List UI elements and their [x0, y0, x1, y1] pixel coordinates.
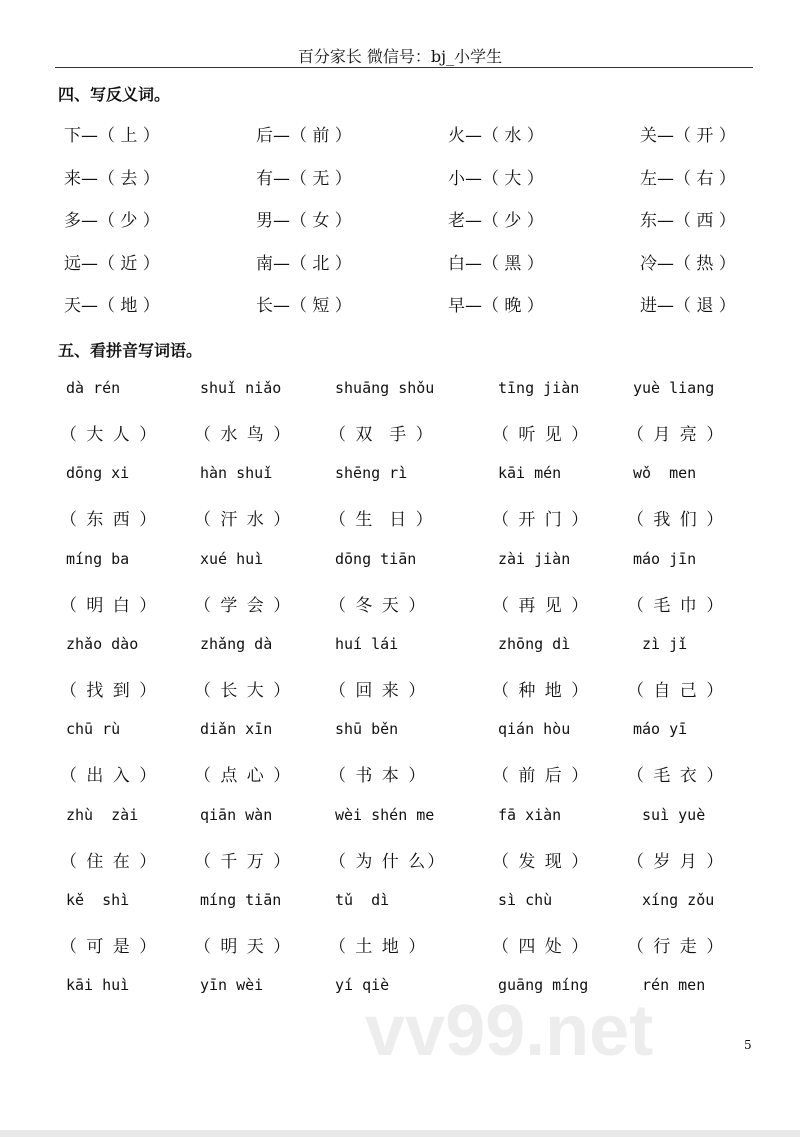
antonym-item: 白—（ 黑 ） — [448, 253, 544, 274]
pinyin-text: zhǎng dà — [200, 634, 273, 653]
pinyin-text: shuāng shǒu — [335, 379, 435, 397]
pinyin-text: qián hòu — [498, 720, 571, 739]
hanzi-answer: （ 点 心 ） — [194, 766, 293, 787]
pinyin-text: zài jiàn — [498, 549, 571, 568]
pinyin-text: fā xiàn — [498, 805, 562, 824]
pinyin-text: suì yuè — [633, 805, 706, 824]
pinyin-text: chū rù — [66, 720, 121, 739]
pinyin-text: dà rén — [66, 379, 121, 397]
pinyin-text: zhōng dì — [498, 634, 571, 653]
hanzi-answer: （ 冬 天 ） — [329, 595, 428, 616]
pinyin-text: diǎn xīn — [200, 720, 273, 739]
pinyin-text: shuǐ niǎo — [200, 379, 282, 397]
hanzi-answer: （ 千 万 ） — [194, 851, 293, 872]
pinyin-text: máo yī — [633, 720, 688, 739]
antonym-item: 进—（ 退 ） — [640, 296, 736, 316]
pinyin-text: míng tiān — [200, 890, 282, 909]
antonym-item: 冷—（ 热 ） — [640, 253, 736, 274]
hanzi-answer: （ 毛 巾 ） — [627, 595, 726, 616]
antonym-item: 火—（ 水 ） — [448, 126, 544, 146]
antonym-item: 老—（ 少 ） — [448, 211, 544, 231]
pinyin-text: rén men — [633, 976, 706, 995]
pinyin-text: tǔ dì — [335, 890, 390, 909]
pinyin-text: qiān wàn — [200, 805, 273, 824]
pinyin-text: wǒ men — [633, 464, 697, 483]
hanzi-answer: （ 岁 月 ） — [627, 851, 726, 872]
pinyin-text: kāi mén — [498, 464, 562, 483]
pinyin-text: kě shì — [66, 890, 130, 909]
pinyin-text: tīng jiàn — [498, 379, 580, 397]
hanzi-answer: （ 出 入 ） — [60, 766, 159, 787]
antonym-item: 后—（ 前 ） — [256, 126, 352, 146]
page-header: 百分家长 微信号：bj_小学生 — [297, 47, 503, 66]
page-number: 5 — [744, 1038, 752, 1052]
antonym-item: 男—（ 女 ） — [256, 211, 352, 231]
antonym-item: 关—（ 开 ） — [640, 126, 736, 146]
antonym-item: 南—（ 北 ） — [256, 253, 352, 274]
antonym-item: 多—（ 少 ） — [64, 211, 160, 231]
pinyin-text: xíng zǒu — [633, 890, 715, 909]
antonym-item: 来—（ 去 ） — [64, 168, 160, 189]
pinyin-text: shēng rì — [335, 464, 408, 483]
hanzi-answer: （ 水 鸟 ） — [194, 425, 293, 445]
pinyin-text: zhǎo dào — [66, 634, 139, 653]
hanzi-answer: （ 生 日 ） — [329, 510, 435, 531]
pinyin-text: zhù zài — [66, 805, 139, 824]
antonym-item: 长—（ 短 ） — [256, 296, 352, 316]
antonym-item: 早—（ 晚 ） — [448, 296, 544, 316]
pinyin-text: guāng míng — [498, 976, 589, 995]
hanzi-answer: （ 汗 水 ） — [194, 510, 293, 531]
hanzi-answer: （ 行 走 ） — [627, 936, 726, 957]
pinyin-text: sì chù — [498, 890, 553, 909]
antonym-item: 远—（ 近 ） — [64, 253, 160, 274]
hanzi-answer: （ 明 天 ） — [194, 936, 293, 957]
hanzi-answer: （ 学 会 ） — [194, 595, 293, 616]
hanzi-answer: （ 为 什 么） — [329, 851, 447, 872]
section-4-title: 四、写反义词。 — [58, 85, 171, 104]
pinyin-text: yuè liang — [633, 379, 715, 397]
pinyin-text: dōng tiān — [335, 549, 417, 568]
hanzi-answer: （ 土 地 ） — [329, 936, 428, 957]
hanzi-answer: （ 东 西 ） — [60, 510, 159, 531]
pinyin-text: yí qiè — [335, 976, 390, 995]
pinyin-text: huí lái — [335, 634, 399, 653]
hanzi-answer: （ 书 本 ） — [329, 766, 428, 787]
hanzi-answer: （ 四 处 ） — [492, 936, 591, 957]
pinyin-text: kāi huì — [66, 976, 130, 995]
hanzi-answer: （ 双 手 ） — [329, 425, 435, 445]
hanzi-answer: （ 回 来 ） — [329, 680, 428, 701]
pinyin-text: dōng xi — [66, 464, 130, 483]
pinyin-text: wèi shén me — [335, 805, 435, 824]
hanzi-answer: （ 大 人 ） — [60, 425, 159, 445]
hanzi-answer: （ 自 己 ） — [627, 680, 726, 701]
antonym-item: 天—（ 地 ） — [64, 296, 160, 316]
hanzi-answer: （ 毛 衣 ） — [627, 766, 726, 787]
pinyin-text: shū běn — [335, 720, 399, 739]
pinyin-text: hàn shuǐ — [200, 464, 273, 483]
pinyin-text: máo jīn — [633, 549, 697, 568]
hanzi-answer: （ 我 们 ） — [627, 510, 726, 531]
pinyin-text: xué huì — [200, 549, 264, 568]
hanzi-answer: （ 可 是 ） — [60, 936, 159, 957]
hanzi-answer: （ 月 亮 ） — [627, 425, 726, 445]
hanzi-answer: （ 找 到 ） — [60, 680, 159, 701]
hanzi-answer: （ 前 后 ） — [492, 766, 591, 787]
hanzi-answer: （ 种 地 ） — [492, 680, 591, 701]
page-bottom-edge — [0, 1130, 800, 1137]
hanzi-answer: （ 明 白 ） — [60, 595, 159, 616]
antonym-item: 下—（ 上 ） — [64, 126, 160, 146]
pinyin-text: zì jǐ — [633, 634, 688, 653]
header-rule — [55, 67, 753, 68]
watermark: vv99.net — [365, 991, 654, 1071]
hanzi-answer: （ 长 大 ） — [194, 680, 293, 701]
antonym-item: 小—（ 大 ） — [448, 168, 544, 189]
hanzi-answer: （ 开 门 ） — [492, 510, 591, 531]
antonym-item: 有—（ 无 ） — [256, 168, 352, 189]
hanzi-answer: （ 发 现 ） — [492, 851, 591, 872]
antonym-item: 左—（ 右 ） — [640, 168, 736, 189]
antonym-item: 东—（ 西 ） — [640, 211, 736, 231]
pinyin-text: yīn wèi — [200, 976, 264, 995]
hanzi-answer: （ 听 见 ） — [492, 425, 591, 445]
section-5-title: 五、看拼音写词语。 — [58, 341, 203, 360]
hanzi-answer: （ 再 见 ） — [492, 595, 591, 616]
pinyin-text: míng ba — [66, 549, 130, 568]
hanzi-answer: （ 住 在 ） — [60, 851, 159, 872]
